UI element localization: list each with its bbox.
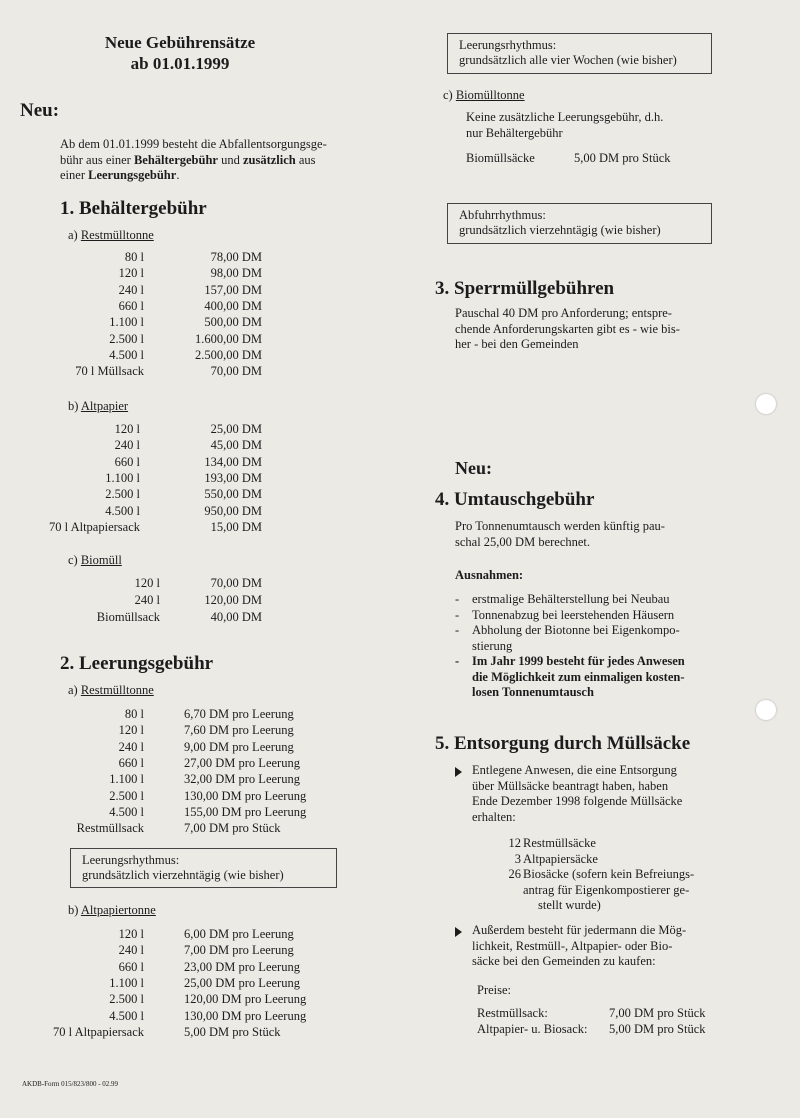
price-cell: 98,00 DM bbox=[210, 266, 262, 281]
price-cell: 400,00 DM bbox=[204, 298, 262, 313]
price-cell: 7,00 DM pro Leerung bbox=[184, 943, 294, 958]
list-item: - Tonnenabzug bei leerstehenden Häusern bbox=[455, 607, 675, 622]
size-cell: 4.500 l bbox=[105, 503, 140, 518]
biomuelltonne-text: Keine zusätzliche Leerungsgebühr, d.h. nur Behältergebühr bbox=[466, 110, 664, 140]
size-cell: 2.500 l bbox=[109, 331, 144, 346]
size-cell: 80 l bbox=[124, 707, 144, 721]
section-2-heading: 2. Leerungsgebühr bbox=[60, 653, 214, 674]
price-cell: 25,00 DM bbox=[210, 422, 262, 436]
size-cell: 120 l bbox=[118, 723, 144, 738]
price-cell: 130,00 DM pro Leerung bbox=[184, 788, 307, 803]
price-cell: 27,00 DM pro Leerung bbox=[184, 755, 300, 770]
price-cell: 40,00 DM bbox=[210, 609, 262, 624]
size-cell: 660 l bbox=[118, 298, 144, 313]
size-cell: 2.500 l bbox=[109, 788, 144, 803]
price-cell: 155,00 DM pro Leerung bbox=[184, 804, 307, 819]
size-cell: Biomüllsack bbox=[96, 609, 160, 624]
section-1-heading: 1. Behältergebühr bbox=[60, 198, 207, 219]
price-cell: 130,00 DM pro Leerung bbox=[184, 1008, 307, 1023]
size-cell: 120 l bbox=[118, 266, 144, 281]
list-item: - erstmalige Behälterstellung bei Neubau bbox=[455, 592, 670, 606]
size-cell: 1.100 l bbox=[109, 315, 144, 330]
preise-label: Preise: bbox=[477, 983, 512, 997]
size-cell: 2.500 l bbox=[109, 992, 144, 1007]
price-cell: 15,00 DM bbox=[210, 519, 262, 534]
size-cell: 240 l bbox=[134, 592, 160, 607]
price-cell: 25,00 DM pro Leerung bbox=[184, 975, 300, 990]
price-cell: 550,00 DM bbox=[204, 487, 262, 502]
title-line-2: ab 01.01.1999 bbox=[130, 54, 230, 73]
arrow-bullet-icon bbox=[455, 927, 462, 937]
price-cell: 9,00 DM pro Leerung bbox=[184, 739, 294, 754]
size-cell: 4.500 l bbox=[109, 347, 144, 362]
size-cell: 70 l Müllsack bbox=[75, 364, 144, 379]
size-cell: 70 l Altpapiersack bbox=[49, 519, 140, 534]
price-cell: 500,00 DM bbox=[204, 315, 262, 330]
price-cell: 193,00 DM bbox=[204, 470, 262, 485]
title-line-1: Neue Gebührensätze bbox=[104, 33, 256, 52]
section-4-heading: 4. Umtauschgebühr bbox=[435, 489, 595, 510]
price-cell: 6,70 DM pro Leerung bbox=[184, 707, 294, 721]
punch-hole bbox=[756, 394, 776, 414]
price-cell: 7,00 DM pro Stück bbox=[184, 821, 281, 836]
price-cell: 70,00 DM bbox=[210, 364, 262, 379]
size-cell: 80 l bbox=[124, 250, 144, 264]
document-title bbox=[60, 32, 300, 74]
size-cell: 120 l bbox=[118, 927, 144, 941]
size-cell: 4.500 l bbox=[109, 1008, 144, 1023]
price-row-altpapier-biosack: Altpapier- u. Biosack: 5,00 DM pro Stück bbox=[477, 1022, 706, 1036]
size-cell: 1.100 l bbox=[105, 470, 140, 485]
price-cell: 1.600,00 DM bbox=[194, 331, 262, 346]
size-cell: 240 l bbox=[118, 943, 144, 958]
price-cell: 157,00 DM bbox=[204, 282, 262, 297]
section-3-heading: 3. Sperrmüllgebühren bbox=[435, 278, 615, 299]
size-cell: 1.100 l bbox=[109, 772, 144, 787]
neu-heading-2: Neu: bbox=[455, 458, 492, 478]
price-cell: 70,00 DM bbox=[210, 576, 262, 590]
price-cell: 134,00 DM bbox=[204, 454, 262, 469]
size-cell: 4.500 l bbox=[109, 804, 144, 819]
list-item-bold: - Im Jahr 1999 besteht für jedes Anwesen die Möglichkeit zum einmaligen kosten- losen Tonnenumtausch bbox=[455, 654, 685, 699]
arrow-bullet-icon bbox=[455, 767, 462, 777]
price-cell: 78,00 DM bbox=[210, 250, 262, 264]
leerungsrhythmus-box-altpapier: Leerungsrhythmus: grundsätzlich alle vier Wochen (wie bisher) bbox=[447, 33, 712, 74]
leerungsrhythmus-box-restmuell: Leerungsrhythmus: grundsätzlich vierzehntägig (wie bisher) bbox=[70, 848, 337, 888]
price-cell: 2.500,00 DM bbox=[194, 347, 262, 362]
sec1-a-label: a) Restmülltonne bbox=[68, 228, 154, 242]
sec1-c-label: c) Biomüll bbox=[68, 553, 122, 567]
size-cell: 2.500 l bbox=[105, 487, 140, 502]
size-cell: 240 l bbox=[118, 739, 144, 754]
sec3-text: Pauschal 40 DM pro Anforderung; entspre- chende Anforderungskarten gibt es - wie bis- her - bei den Gemeinden bbox=[455, 306, 680, 351]
sec2-b-label: b) Altpapiertonne bbox=[68, 903, 156, 917]
price-cell: 120,00 DM bbox=[204, 592, 262, 607]
sec5-paragraph-1: Entlegene Anwesen, die eine Entsorgung über Müllsäcke beantragt haben, haben Ende Dezember 1998 folgende Müllsäcke erhalten: bbox=[472, 763, 683, 824]
ausnahmen-list bbox=[455, 592, 725, 701]
price-cell: 6,00 DM pro Leerung bbox=[184, 927, 294, 941]
size-cell: 120 l bbox=[134, 576, 160, 590]
price-cell: 45,00 DM bbox=[210, 438, 262, 453]
size-cell: 660 l bbox=[118, 959, 144, 974]
size-cell: 120 l bbox=[114, 422, 140, 436]
price-cell: 7,60 DM pro Leerung bbox=[184, 723, 294, 738]
price-cell: 950,00 DM bbox=[204, 503, 262, 518]
size-cell: Restmüllsack bbox=[76, 821, 144, 836]
size-cell: 660 l bbox=[114, 454, 140, 469]
price-row-restmuellsack: Restmüllsack: 7,00 DM pro Stück bbox=[477, 1006, 706, 1020]
size-cell: 240 l bbox=[118, 282, 144, 297]
size-cell: 660 l bbox=[118, 755, 144, 770]
size-cell: 240 l bbox=[114, 438, 140, 453]
sec5-paragraph-2: Außerdem besteht für jedermann die Mög- lichkeit, Restmüll-, Altpapier- oder Bio- säcke bei den Gemeinden zu kaufen: bbox=[472, 923, 687, 968]
sec4-text: Pro Tonnenumtausch werden künftig pau- schal 25,00 DM berechnet. bbox=[455, 519, 665, 549]
muellsaecke-counts: 12 Restmüllsäcke 3 Altpapiersäcke 26 Biosäcke (sofern kein Befreiungs- antrag für Eigenkompostierer ge- stellt wurde) bbox=[508, 836, 695, 912]
price-cell: 32,00 DM pro Leerung bbox=[184, 772, 300, 787]
ausnahmen-label: Ausnahmen: bbox=[455, 568, 524, 582]
size-cell: 70 l Altpapiersack bbox=[53, 1024, 144, 1039]
abfuhrrhythmus-box-bio: Abfuhrrhythmus: grundsätzlich vierzehntägig (wie bisher) bbox=[447, 203, 712, 244]
price-cell: 23,00 DM pro Leerung bbox=[184, 959, 300, 974]
list-item: - Abholung der Biotonne bei Eigenkompo- stierung bbox=[455, 623, 680, 653]
sec2-c-label: c) Biomülltonne bbox=[443, 88, 525, 102]
neu-heading: Neu: bbox=[20, 100, 60, 121]
sec2-a-label: a) Restmülltonne bbox=[68, 683, 154, 697]
intro-paragraph: Ab dem 01.01.1999 besteht die Abfallentsorgungsge- bühr aus einer Behältergebühr und zusätzlich aus einer Leerungsgebühr. bbox=[60, 137, 327, 182]
price-cell: 120,00 DM pro Leerung bbox=[184, 992, 307, 1007]
punch-hole bbox=[756, 700, 776, 720]
size-cell: 1.100 l bbox=[109, 975, 144, 990]
sec1-b-label: b) Altpapier bbox=[68, 399, 129, 413]
form-footer: AKDB-Form 015/823/800 - 02.99 bbox=[22, 1080, 119, 1088]
price-cell: 5,00 DM pro Stück bbox=[184, 1024, 281, 1039]
section-5-heading: 5. Entsorgung durch Müllsäcke bbox=[435, 733, 691, 754]
biomuellsaecke-row: Biomüllsäcke 5,00 DM pro Stück bbox=[466, 151, 671, 165]
